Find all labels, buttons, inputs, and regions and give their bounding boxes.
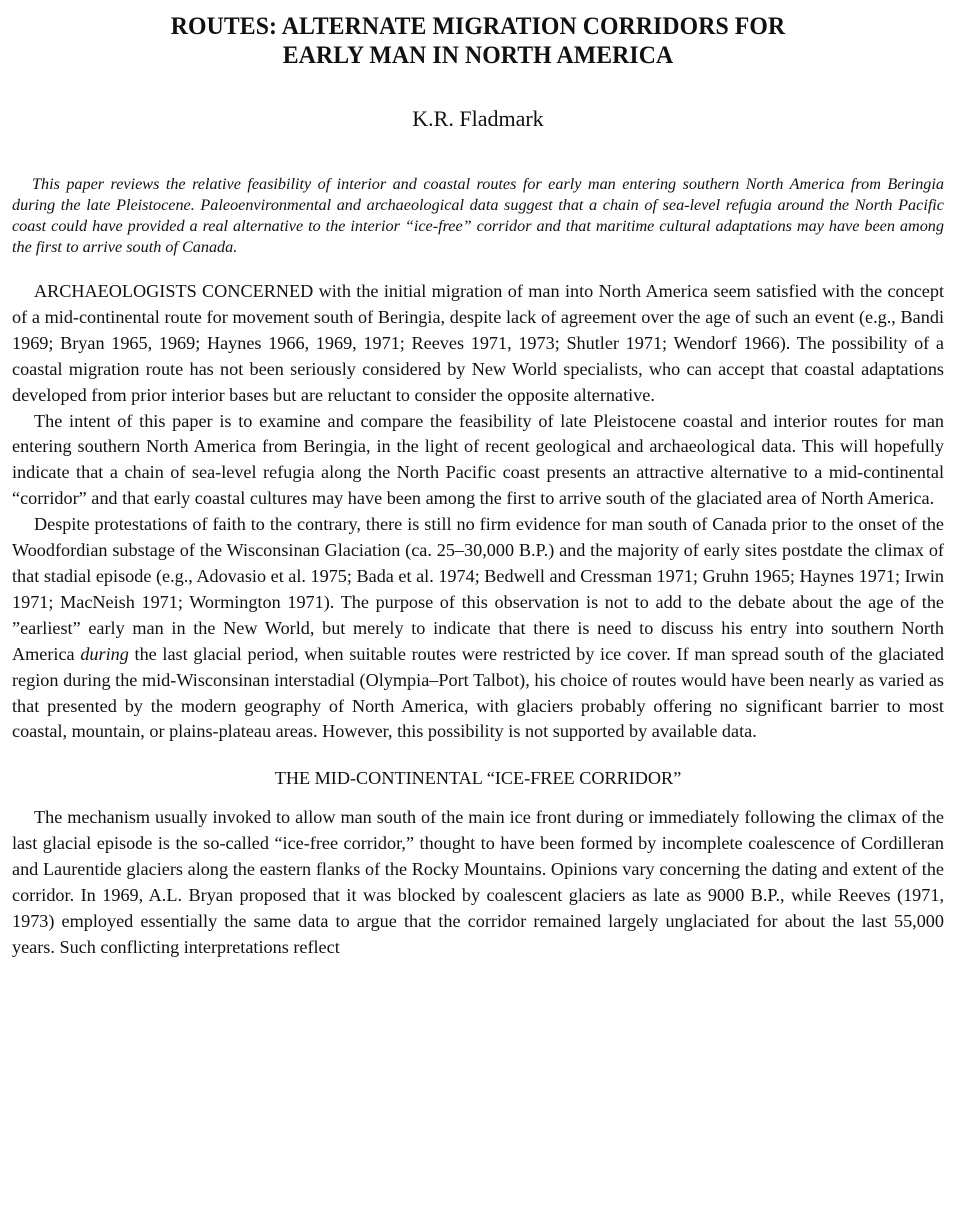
paragraph-evidence-part-2: the last glacial period, when suitable routes were restricted by ice cover. If man spread south of the glaciated region during the mid-Wisconsinan interstadial (Olympia–Port Talbot), his choice of routes would have been nearly as varied as that presented by the modern geography of North America, with glaciers probably offering no significant barrier to most coastal, mountain, or plains-plateau areas. However, this possibility is not supported by available data. [12,643,945,742]
title-line-1: ROUTES: ALTERNATE MIGRATION CORRIDORS FOR [170,13,786,40]
paragraph-evidence-part-1: Despite protestations of faith to the contrary, there is still no firm evidence for man south of Canada prior to the onset of the Woodfordian substage of the Wisconsinan Glaciation (ca. 25–30,000 B.P.) and the majority of early sites postdate the climax of that stadial episode (e.g., Adovasio et al. 1975; Bada et al. 1974; Bedwell and Cressman 1971; Gruhn 1965; Haynes 1971; Irwin 1971; MacNeish 1971; Wormington 1971). The purpose of this observation is not to add to the debate about the age of the ”earliest” early man in the New World, but merely to indicate that there is need to discuss his entry into southern North America [12,514,944,664]
paper-title [35,0,920,70]
section-heading: THE MID-CONTINENTAL “ICE-FREE CORRIDOR” [274,768,682,789]
paragraph-corridor: The mechanism usually invoked to allow man south of the main ice front during or immediately following the climax of the last glacial episode is the so-called “ice-free corridor,” thought to have been formed by incomplete coalescence of Cordilleran and Laurentide glaciers along the eastern flanks of the Rocky Mountains. Opinions vary concerning the dating and extent of the corridor. In 1969, A.L. Bryan proposed that it was blocked by coalescent glaciers as late as 9000 B.P., while Reeves (1971, 1973) employed essentially the same data to argue that the corridor remained largely unglaciated for about the last 55,000 years. Such conflicting interpretations reflect [12,807,944,957]
paragraph-evidence [12,512,944,745]
paragraph-introduction: ARCHAEOLOGISTS CONCERNED with the initial migration of man into North America seem satisfied with the concept of a mid-continental route for movement south of Beringia, despite lack of agreement over the age of such an event (e.g., Bandi 1969; Bryan 1965, 1969; Haynes 1966, 1969, 1971; Reeves 1971, 1973; Shutler 1971; Wendorf 1966). The possibility of a coastal migration route has not been seriously considered by New World specialists, who can accept that coastal adaptations developed from prior interior bases but are reluctant to consider the opposite alternative. [12,281,944,405]
title-line-2: EARLY MAN IN NORTH AMERICA [282,42,674,69]
paragraph-intent: The intent of this paper is to examine and compare the feasibility of late Pleistocene coastal and interior routes for man entering southern North America from Beringia, in the light of recent geological and archaeological data. This will hopefully indicate that a chain of sea-level refugia along the North Pacific coast presents an attractive alternative to a mid-continental “corridor” and that early coastal cultures may have been among the first to arrive south of the glaciated area of North America. [12,410,944,509]
emphasis-during: during [80,643,129,664]
author-name: K.R. Fladmark [412,106,544,131]
body-text [12,279,944,961]
abstract: This paper reviews the relative feasibility of interior and coastal routes for early man entering southern North America from Beringia during the late Pleistocene. Paleoenvironmental and archaeological data suggest that a chain of sea-level refugia around the North Pacific coast could have provided a real alternative to the interior “ice-free” corridor and that maritime cultural adaptations may have been among the first to arrive south of Canada. [12,175,944,256]
